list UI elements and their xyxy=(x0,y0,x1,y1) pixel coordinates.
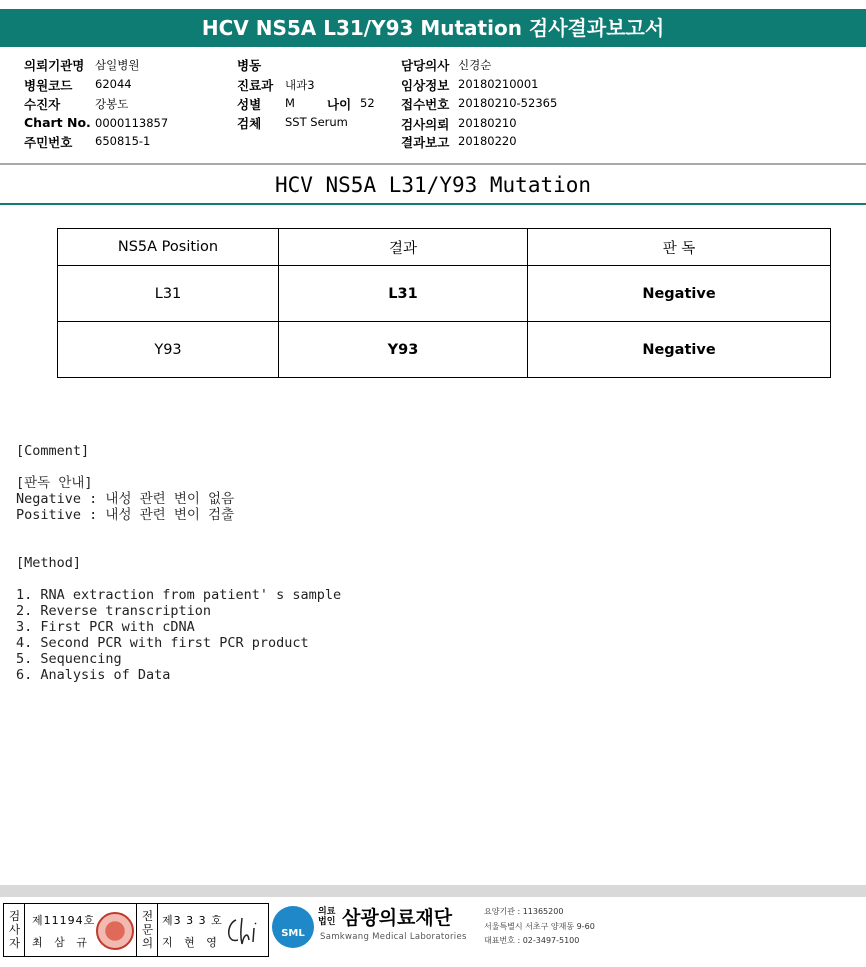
method-step: 3. First PCR with cDNA xyxy=(16,619,195,635)
divider xyxy=(0,163,866,165)
org-address: 서울특별시 서초구 양재동 9-60 xyxy=(484,922,595,931)
comment-heading: [Comment] xyxy=(16,443,90,459)
label-chart-no: Chart No. xyxy=(24,115,91,130)
table-cell-result: L31 xyxy=(279,266,528,322)
report-title: HCV NS5A L31/Y93 Mutation xyxy=(274,173,592,197)
label-result-report: 결과보고 xyxy=(401,135,450,150)
method-step: 4. Second PCR with first PCR product xyxy=(16,635,309,651)
label-requesting-org: 의뢰기관명 xyxy=(24,58,85,73)
value-requesting-org: 삼일병원 xyxy=(95,58,140,72)
table-cell-position: L31 xyxy=(58,266,279,322)
inspector-license: 제11194호 xyxy=(32,914,96,927)
value-result-report: 20180220 xyxy=(458,134,517,148)
org-phone: 대표번호 : 02-3497-5100 xyxy=(484,936,580,945)
method-step: 1. RNA extraction from patient' s sample xyxy=(16,587,342,603)
patient-info-block xyxy=(0,52,866,164)
method-step: 5. Sequencing xyxy=(16,651,122,667)
result-table xyxy=(57,228,831,378)
value-test-request: 20180210 xyxy=(458,116,517,130)
label-sex: 성별 xyxy=(237,97,262,112)
sml-logo-text: SML xyxy=(281,928,305,939)
table-row xyxy=(58,322,831,378)
value-physician: 신경순 xyxy=(458,58,492,72)
value-resident-no: 650815-1 xyxy=(95,134,151,148)
title-underline xyxy=(0,203,866,205)
report-header-title: HCV NS5A L31/Y93 Mutation 검사결과보고서 xyxy=(201,16,665,40)
inspector-name: 최 삼 규 xyxy=(32,936,91,949)
table-header-row xyxy=(58,229,831,266)
inspector-seal-icon xyxy=(96,912,134,950)
label-receipt-no: 접수번호 xyxy=(401,97,450,112)
specialist-label xyxy=(136,904,158,956)
label-hospital-code: 병원코드 xyxy=(24,78,73,93)
label-test-request: 검사의뢰 xyxy=(401,117,450,132)
value-hospital-code: 62044 xyxy=(95,77,132,91)
report-header-banner xyxy=(0,9,866,47)
specialist-label-text: 전문의 xyxy=(140,909,155,951)
table-cell-interpretation: Negative xyxy=(528,322,831,378)
column-header: NS5A Position xyxy=(58,229,279,266)
specialist-license: 제3 3 3 호 xyxy=(162,914,223,927)
value-receipt-no: 20180210-52365 xyxy=(458,96,558,110)
table-row xyxy=(58,266,831,322)
value-specimen: SST Serum xyxy=(285,115,348,129)
specialist-name: 지 현 영 xyxy=(162,936,221,949)
org-name: 삼광의료재단 xyxy=(342,907,453,929)
label-specimen: 검체 xyxy=(237,116,262,131)
org-english-name: Samkwang Medical Laboratories xyxy=(320,932,467,942)
report-footer xyxy=(0,897,866,967)
table-cell-interpretation: Negative xyxy=(528,266,831,322)
value-patient-name: 강봉도 xyxy=(95,97,129,111)
footer-divider xyxy=(0,885,866,897)
label-age: 나이 xyxy=(327,97,352,112)
column-header: 판 독 xyxy=(528,229,831,266)
specialist-signature-icon xyxy=(222,914,262,948)
value-age: 52 xyxy=(360,96,375,110)
value-sex: M xyxy=(285,96,295,110)
value-department: 내과3 xyxy=(285,78,315,92)
guide-line: Negative : 내성 관련 변이 없음 xyxy=(16,491,235,507)
method-heading: [Method] xyxy=(16,555,82,571)
method-step: 2. Reverse transcription xyxy=(16,603,212,619)
label-physician: 담당의사 xyxy=(401,58,450,73)
table-cell-result: Y93 xyxy=(279,322,528,378)
institution-code: 요양기관 : 11365200 xyxy=(484,907,564,916)
org-prefix: 의료법인 xyxy=(318,907,336,927)
label-ward: 병동 xyxy=(237,58,262,73)
inspector-label-text: 검사자 xyxy=(7,909,22,951)
guide-line: Positive : 내성 관련 변이 검출 xyxy=(16,507,235,523)
label-department: 진료과 xyxy=(237,78,274,93)
label-clinical-info: 임상정보 xyxy=(401,78,450,93)
label-patient-name: 수진자 xyxy=(24,97,61,112)
inspector-label xyxy=(4,904,25,956)
sml-logo-icon xyxy=(272,906,314,948)
value-clinical-info: 20180210001 xyxy=(458,77,539,91)
signature-box xyxy=(3,903,269,957)
label-resident-no: 주민번호 xyxy=(24,135,73,150)
value-chart-no: 0000113857 xyxy=(95,116,169,130)
guide-heading: [판독 안내] xyxy=(16,475,93,491)
method-step: 6. Analysis of Data xyxy=(16,667,171,683)
column-header: 결과 xyxy=(279,229,528,266)
table-cell-position: Y93 xyxy=(58,322,279,378)
